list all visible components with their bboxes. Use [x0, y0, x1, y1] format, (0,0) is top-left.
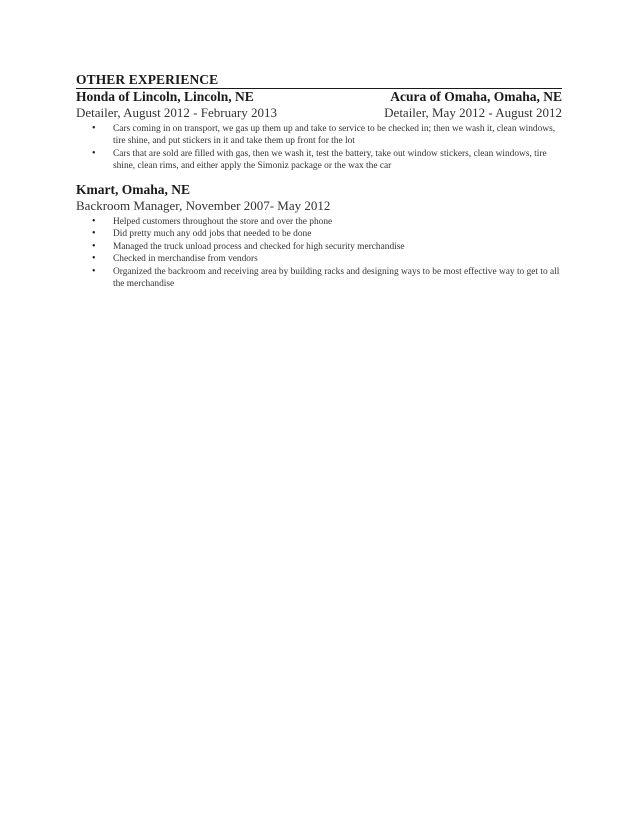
job1-position-row	[76, 105, 562, 120]
bullet-item: • Cars that are sold are filled with gas, then we wash it, test the battery, take out window stickers, clean windows, tire shine, clean rims, and either apply the Simoniz package or the wax the car	[76, 148, 562, 172]
job1-position-left: Detailer, August 2012 - February 2013	[76, 105, 277, 120]
bullet-item: • Cars coming in on transport, we gas up them up and take to service to be checked in; then we wash it, clean windows, tire shine, and put stickers in it and take them up front for the lot	[76, 123, 562, 147]
bullet-item: • Did pretty much any odd jobs that needed to be done	[76, 228, 562, 240]
job1-bullet-list	[76, 123, 562, 172]
job2-block	[76, 182, 562, 290]
bullet-item: • Organized the backroom and receiving area by building racks and designing ways to be most effective way to get to all the merchandise	[76, 266, 562, 290]
section-heading: OTHER EXPERIENCE	[76, 72, 562, 89]
bullet-item: • Managed the truck unload process and checked for high security merchandise	[76, 241, 562, 253]
job2-position: Backroom Manager, November 2007- May 2012	[76, 197, 331, 213]
bullet-item: • Checked in merchandise from vendors	[76, 253, 562, 265]
job2-bullet-list	[76, 216, 562, 290]
job1-employer-right: Acura of Omaha, Omaha, NE	[390, 89, 562, 104]
job1-employer-left: Honda of Lincoln, Lincoln, NE	[76, 89, 254, 104]
job1-employer-row	[76, 89, 562, 105]
job2-employer: Kmart, Omaha, NE	[76, 181, 190, 197]
resume-page	[76, 72, 562, 290]
job1-position-right: Detailer, May 2012 - August 2012	[384, 105, 562, 120]
bullet-item: • Helped customers throughout the store and over the phone	[76, 216, 562, 228]
